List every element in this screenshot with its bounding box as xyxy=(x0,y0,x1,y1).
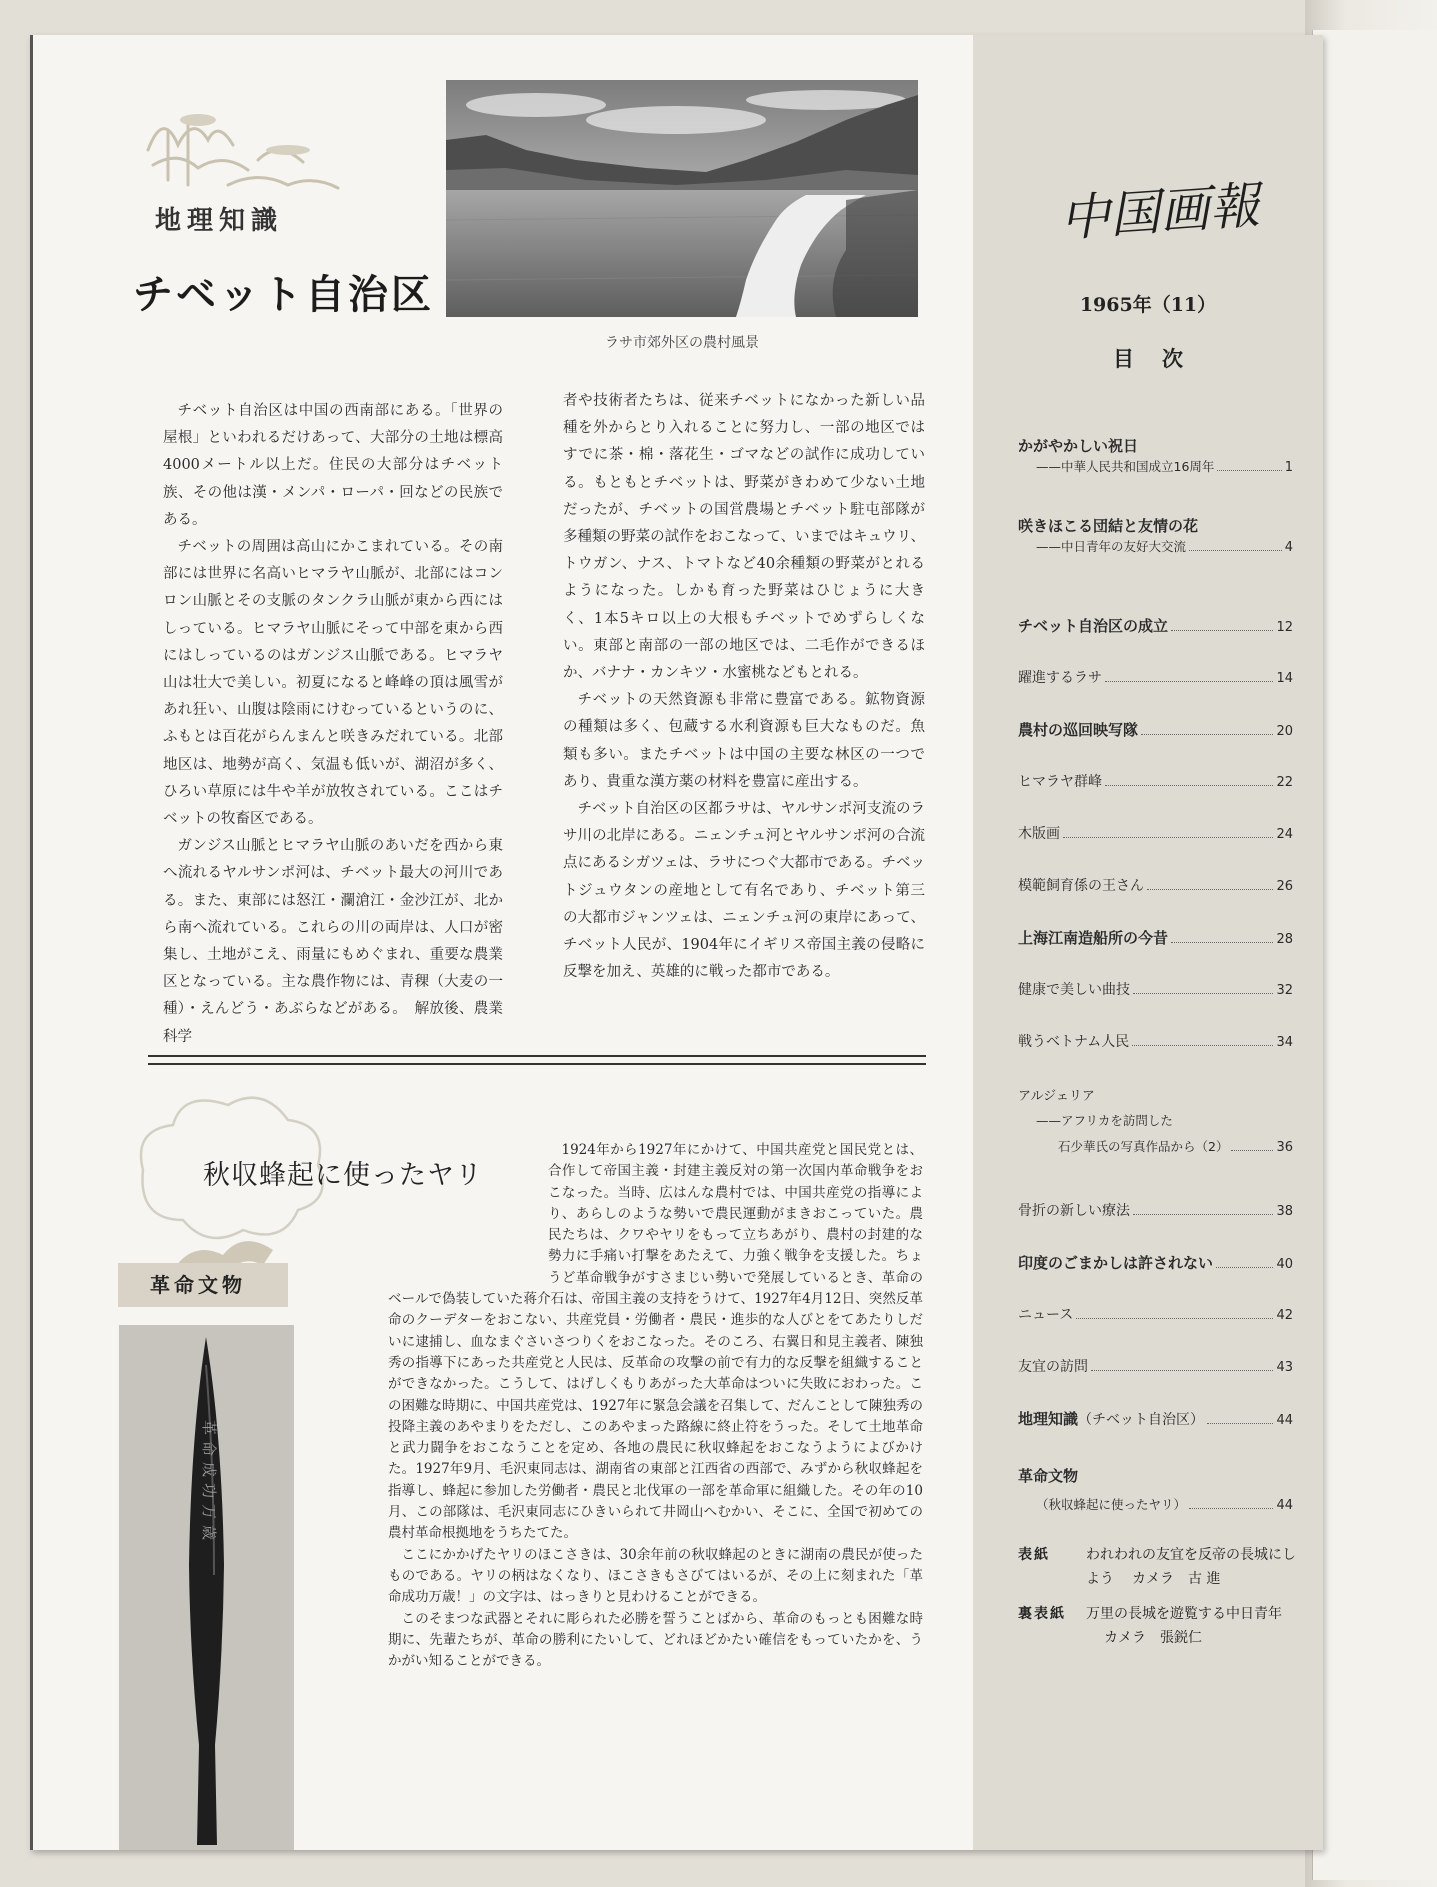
paragraph: ここにかかげたヤリのほこさきは、30余年前の秋収蜂起のときに湖南の農民が使ったものである。ヤリの柄はなくなり、ほこさきもさびてはいるが、その上に刻まれた「革命成功万歳！」の文字は、はっきりと見わけることができる。 xyxy=(388,1546,923,1606)
toc-entry-title: 模範飼育係の王さん xyxy=(1018,878,1144,894)
toc-page-number: 40 xyxy=(1276,1257,1293,1272)
toc-entry[interactable] xyxy=(1018,719,1293,741)
next-page-edge xyxy=(1312,30,1437,1880)
photo-caption: ラサ市郊外区の農村風景 xyxy=(605,335,759,351)
credit-text: 万里の長城を遊覧する中日青年 xyxy=(1086,1606,1282,1622)
toc-entry-title: 革命文物 xyxy=(1018,1467,1079,1485)
toc-entry-title: アルジェリア xyxy=(1018,1089,1095,1104)
toc-entry-subtitle: ——アフリカを訪問した xyxy=(1036,1113,1173,1128)
paragraph: このそまつな武器とそれに彫られた必勝を誓うことばから、革命のもっとも困難な時期に、先輩たちが、革命の勝利にたいして、どれほどかたい確信をもっていたかを、うかがい知ることができる。 xyxy=(388,1610,923,1670)
article-column-2 xyxy=(563,388,925,986)
spear-inscription: 革命成功万歳 xyxy=(200,1420,218,1547)
series-label: 地理知識 xyxy=(155,206,284,236)
toc-page-number: 4 xyxy=(1284,540,1293,555)
toc-page-number: 26 xyxy=(1276,879,1293,894)
toc-entry[interactable] xyxy=(1018,1408,1293,1430)
paragraph: 者や技術者たちは、従来チベットになかった新しい品種を外からとり入れることに努力し、一部の地区ではすでに茶・棉・落花生・ゴマなどの試作に成功している。もともとチベットは、野菜がきわめて少ない土地だったが、チベットの国営農場とチベット駐屯部隊が多種類の野菜の試作をおこなって、いまではキュウリ、トウガン、ナス、トマトなど40余種類の野菜がとれるようになった。しかも育った野菜はひじょうに大きく、1本5キロ以上の大根もチベットでめずらしくない。東部と南部の一部の地区では、二毛作ができるほか、バナナ・カンキツ・水蜜桃などもとれる。 xyxy=(563,393,925,682)
toc-entry-title: 咲きほこる団結と友情の花 xyxy=(1018,517,1199,535)
toc-entry-title: ヒマラヤ群峰 xyxy=(1018,774,1102,790)
toc-entry[interactable] xyxy=(1018,667,1293,689)
credit-camera: カメラ 張鋭仁 xyxy=(1104,1630,1202,1646)
toc-page-number: 34 xyxy=(1276,1035,1293,1050)
paragraph: チベット自治区は中国の西南部にある。「世界の屋根」といわれるだけあって、大部分の土地は標高4000メートル以上だ。住民の大部分はチベット族、その他は漢・メンパ・ローパ・回などの民族である。 xyxy=(163,403,503,528)
toc-entry[interactable] xyxy=(1018,435,1293,479)
toc-page-number: 38 xyxy=(1276,1204,1293,1219)
toc-entry-subtitle: ——中華人民共和国成立16周年 xyxy=(1036,459,1215,474)
relic-series-label: 革命文物 xyxy=(150,1273,246,1297)
toc-entry[interactable] xyxy=(1018,875,1293,897)
toc-entry-title: チベット自治区の成立 xyxy=(1018,617,1169,635)
toc-entry[interactable] xyxy=(1018,615,1293,637)
relic-article-body xyxy=(388,1140,923,1672)
credit-text: われわれの友宜を反帝の長城にしよう xyxy=(1086,1547,1296,1587)
magazine-page xyxy=(30,35,1323,1850)
paragraph: チベット自治区の区都ラサは、ヤルサンポ河支流のラサ川の北岸にある。ニェンチュ河とヤルサンポ河の合流点にあるシガツェは、ラサにつぐ大都市である。チベットジュウタンの産地として有名であり、チベット第三の大都市ジャンツェは、ニェンチュ河の東岸にあって、チベット人民が、1904年にイギリス帝国主義の侵略に反撃を加え、英雄的に戦った都市である。 xyxy=(563,801,925,981)
toc-page-number: 22 xyxy=(1276,775,1293,790)
toc-entry[interactable] xyxy=(1018,515,1293,559)
toc-entry-title: 印度のごまかしは許されない xyxy=(1018,1254,1214,1272)
toc-entry[interactable] xyxy=(1018,771,1293,793)
credit-camera: カメラ 古 進 xyxy=(1132,1571,1221,1587)
back-cover-credit xyxy=(1018,1602,1298,1650)
toc-page-number: 12 xyxy=(1276,620,1293,635)
paragraph: ガンジス山脈とヒマラヤ山脈のあいだを西から東へ流れるヤルサンポ河は、チベット最大の河川である。また、東部には怒江・瀾滄江・金沙江が、北から南へ流れている。これらの川の両岸は、人口が密集し、土地がこえ、雨量にもめぐまれ、重要な農業区となっている。主な農作物には、青稞（大麦の一種）・えんどう・あぶらなどがある。 解放後、農業科学 xyxy=(163,838,503,1045)
magazine-logo xyxy=(1055,160,1295,270)
article-title: チベット自治区 xyxy=(133,272,434,318)
toc-entry-title: 戦うベトナム人民 xyxy=(1018,1034,1130,1050)
toc-entry-title: 健康で美しい曲技 xyxy=(1018,982,1130,998)
toc-entry[interactable] xyxy=(1018,927,1293,949)
spear-photo xyxy=(119,1325,294,1850)
toc-entry-title: 骨折の新しい療法 xyxy=(1018,1203,1130,1219)
toc-entry[interactable] xyxy=(1018,823,1293,845)
toc-entry-title: 地理知識 xyxy=(1018,1410,1079,1428)
toc-entry-title: 躍進するラサ xyxy=(1018,670,1102,686)
toc-entry-subtitle: 石少華氏の写真作品から（2） xyxy=(1058,1139,1229,1154)
toc-heading: 目次 xyxy=(1113,346,1211,371)
toc-page-number: 44 xyxy=(1276,1498,1293,1513)
paragraph: チベットの周囲は高山にかこまれている。その南部には世界に名高いヒマラヤ山脈が、北部にはコンロン山脈とその支脈のタンクラ山脈が東から西にはしっている。ヒマラヤ山脈にそって中部を東から西にはしっているのはガンジス山脈である。ヒマラヤ山は壮大で美しい。初夏になると峰峰の頂は風雪があれ狂い、山腹は陰雨にけむっているというのに、ふもとは百花がらんまんと咲きみだれている。北部地区は、地勢が高く、気温も低いが、湖沼が多く、ひろい草原には牛や羊が放牧されている。ここはチベットの牧畜区である。 xyxy=(163,539,503,828)
logo-text: 中国画報 xyxy=(1057,176,1262,248)
toc-page-number: 28 xyxy=(1276,932,1293,947)
landscape-photo xyxy=(446,80,918,317)
toc-entry-suffix: （チベット自治区） xyxy=(1078,1412,1205,1428)
toc-page-number: 24 xyxy=(1276,827,1293,842)
article-column-1 xyxy=(163,398,503,1051)
toc-page-number: 32 xyxy=(1276,983,1293,998)
relic-title: 秋収蜂起に使ったヤリ xyxy=(203,1160,483,1191)
toc-page-number: 36 xyxy=(1276,1140,1293,1155)
toc-entry[interactable] xyxy=(1018,1356,1293,1378)
toc-entry-subtitle: （秋収蜂起に使ったヤリ） xyxy=(1036,1497,1187,1512)
toc-entry[interactable] xyxy=(1018,1200,1293,1222)
credit-label: 裏表紙 xyxy=(1018,1606,1066,1622)
toc-page-number: 20 xyxy=(1276,724,1293,739)
toc-entry[interactable] xyxy=(1018,1085,1293,1159)
landscape-sketch-icon xyxy=(138,90,348,210)
toc-page-number: 44 xyxy=(1276,1413,1293,1428)
paragraph: チベットの天然資源も非常に豊富である。鉱物資源の種類は多く、包蔵する水利資源も巨大なものだ。魚類も多い。またチベットは中国の主要な林区の一つであり、貴重な漢方薬の材料を豊富に産出する。 xyxy=(563,692,925,790)
toc-entry-subtitle: ——中日青年の友好大交流 xyxy=(1036,539,1187,554)
section-divider xyxy=(148,1055,926,1065)
toc-entry[interactable] xyxy=(1018,1465,1293,1517)
credit-label: 表紙 xyxy=(1018,1547,1050,1563)
toc-entry[interactable] xyxy=(1018,1031,1293,1053)
cover-credit xyxy=(1018,1543,1298,1591)
issue-number: 1965年（11） xyxy=(1079,294,1217,316)
toc-entry-title: 上海江南造船所の今昔 xyxy=(1018,929,1169,947)
toc-entry-title: 農村の巡回映写隊 xyxy=(1018,721,1139,739)
toc-entry[interactable] xyxy=(1018,979,1293,1001)
paragraph: 1924年から1927年にかけて、中国共産党と国民党とは、合作して帝国主義・封建主義反対の第一次国内革命戦争をおこなった。当時、広はんな農村では、中国共産党の指導により、あらしのような勢いで農民運動がまきおこっていた。農民たちは、クワやヤリをもって立ちあがり、農村の封建的な勢力に手痛い打撃をあたえて、力強く戦争を支援した。ちょうど革命戦争がすさまじい勢いで発展しているとき、革命のベールで偽装していた蒋介石は、帝国主義の支持をうけて、1927年4月12日、突然反革命のクーデターをおこない、共産党員・労働者・農民・進歩的な人びとをてあたりしだいに逮捕し、血なまぐさいさつりくをおこなった。そのころ、右翼日和見主義者、陳独秀の指導下にあった共産党と人民は、反革命の攻撃の前で有力的な反撃を組織することができなかった。こうして、はげしくもりあがった大革命はついに失敗におわった。この困難な時期に、中国共産党は、1927年に緊急会議を召集して、だんことして陳独秀の投降主義のあやまりをただし、このあやまった路線に終止符をうった。そして土地革命と武力闘争をおこなうことを定め、各地の農民に秋収蜂起をおこなうようによびかけた。1927年9月、毛沢東同志は、湖南省の東部と江西省の西部で、みずから秋収蜂起を指導し、蜂起に参加した労働者・農民と北伐軍の一部を革命軍に組織した。その年の10月、この部隊は、毛沢東同志にひきいられて井岡山へむかい、そこに、全国で初めての農村革命根拠地をうちたてた。 xyxy=(388,1142,923,1542)
toc-page-number: 1 xyxy=(1284,460,1293,475)
toc-entry-title: ニュース xyxy=(1018,1307,1074,1323)
toc-entry-title: 木版画 xyxy=(1018,826,1060,842)
toc-page-number: 43 xyxy=(1276,1360,1293,1375)
toc-page-number: 14 xyxy=(1276,671,1293,686)
toc-entry[interactable] xyxy=(1018,1252,1293,1274)
toc-page-number: 42 xyxy=(1276,1308,1293,1323)
toc-entry[interactable] xyxy=(1018,1304,1293,1326)
toc-entry-title: 友宜の訪問 xyxy=(1018,1359,1088,1375)
toc-entry-title: かがやかしい祝日 xyxy=(1018,437,1139,455)
